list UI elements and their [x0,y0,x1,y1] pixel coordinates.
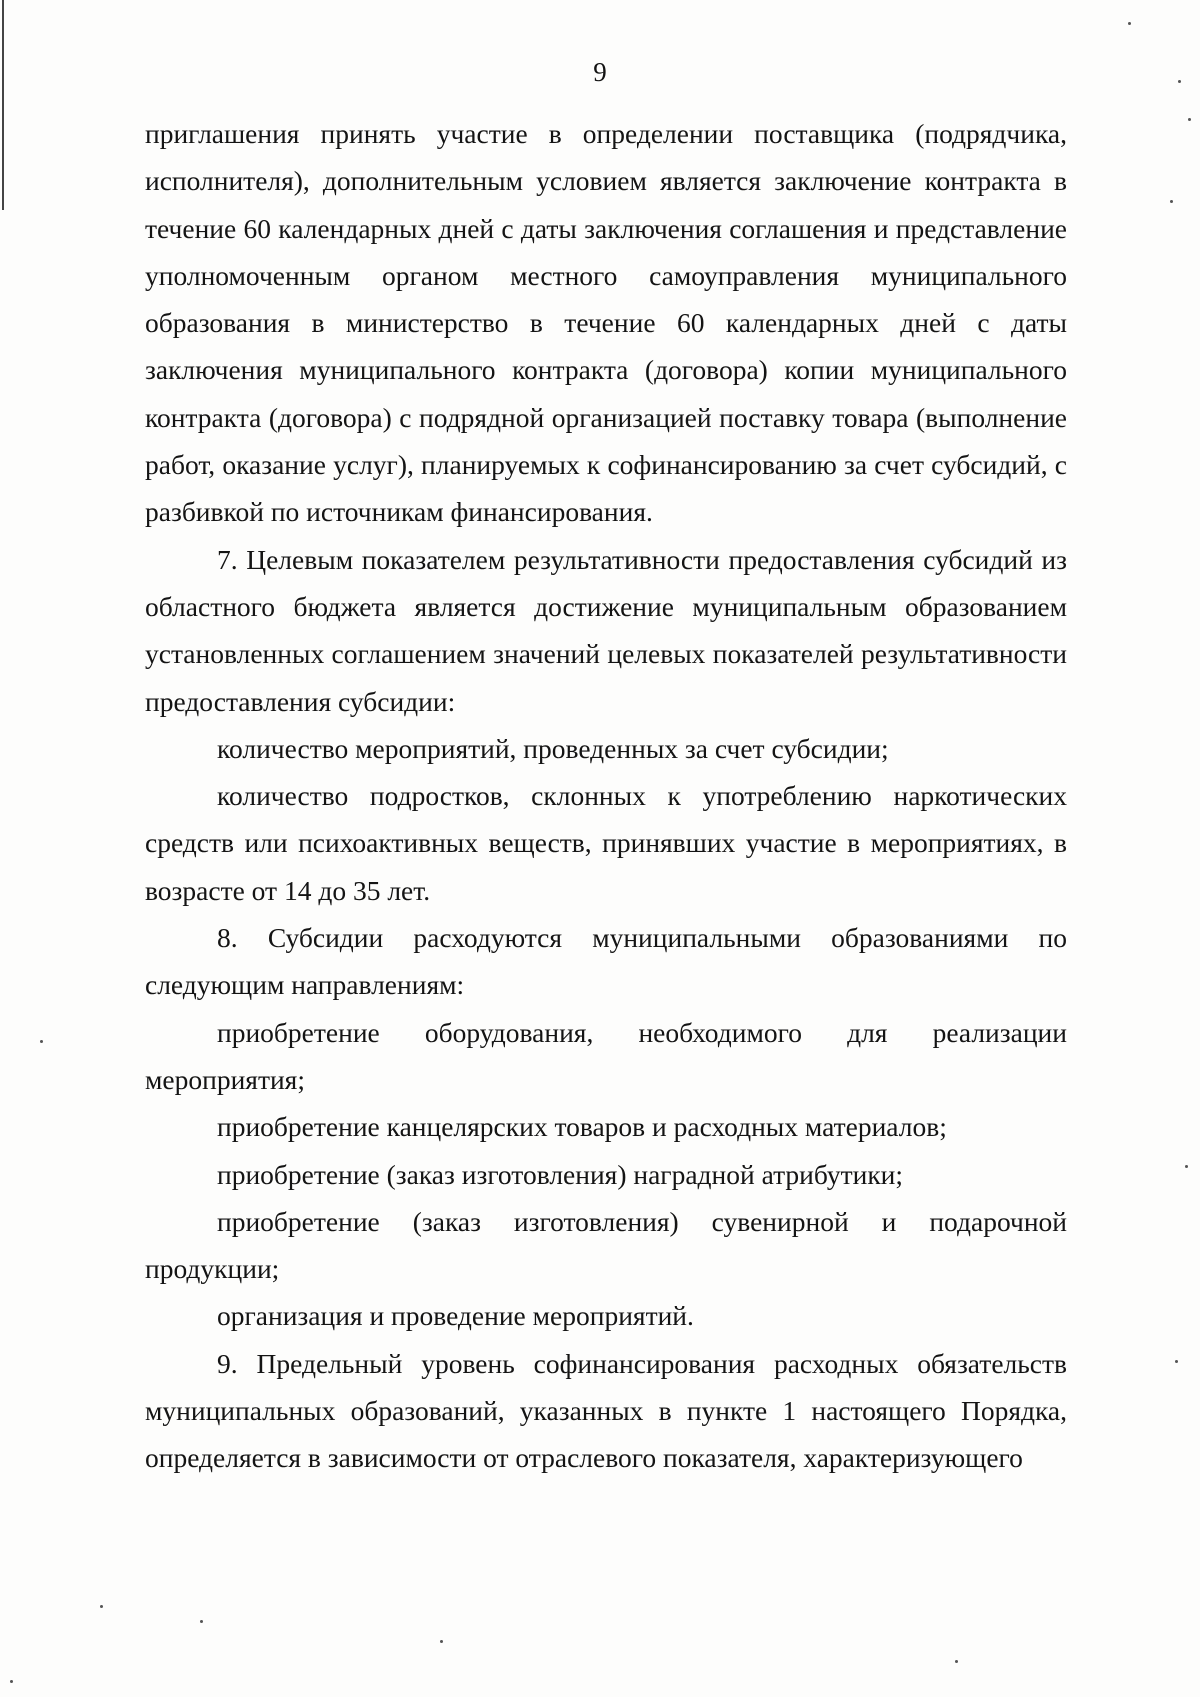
paragraph-8-item-4: приобретение (заказ изготовления) сувенирной и подарочной продукции; [145,1205,1067,1285]
document-body [145,110,1067,1482]
scan-speck [1170,200,1173,203]
paragraph-8-item-5: организация и проведение мероприятий. [217,1300,694,1332]
paragraph-7: 7. Целевым показателем результативности предоставления субсидий из областного бюджета является достижение муниципальным образованием установленных соглашением значений целевых показателей результативности предоставления субсидии: [145,543,1067,717]
scan-speck [200,1620,203,1623]
scan-speck [440,1640,443,1643]
paragraph-continuation: приглашения принять участие в определении поставщика (подрядчика, исполнителя), дополнительным условием является заключение контракта в течение 60 календарных дней с даты заключения соглашения и представление уполномоченным органом местного самоуправления муниципального образования в министерство в течение 60 календарных дней с даты заключения муниципального контракта (договора) копии муниципального контракта (договора) с подрядной организацией поставку товара (выполнение работ, оказание услуг), планируемых к софинансированию за счет субсидий, с разбивкой по источникам финансирования. [145,118,1067,528]
scan-speck [100,1605,103,1608]
scan-speck [1128,22,1131,25]
scan-speck [40,1040,43,1043]
paragraph-9: 9. Предельный уровень софинансирования расходных обязательств муниципальных образований, указанных в пункте 1 настоящего Порядка, определяется в зависимости от отраслевого показателя, характеризующего [145,1347,1067,1474]
scan-speck [1178,80,1181,83]
paragraph-7-item-1: количество мероприятий, проведенных за счет субсидии; [217,732,889,764]
paragraph-8-item-2: приобретение канцелярских товаров и расходных материалов; [217,1111,947,1143]
scan-speck [1175,1360,1178,1363]
page-number: 9 [593,57,607,87]
scan-speck [10,1680,13,1683]
scan-speck [1185,1165,1188,1168]
scan-speck [955,1660,958,1663]
scan-speck [1188,118,1191,121]
paragraph-8: 8. Субсидии расходуются муниципальными образованиями по следующим направлениям: [145,922,1067,1001]
paragraph-8-item-1: приобретение оборудования, необходимого для реализации мероприятия; [145,1016,1067,1095]
paragraph-8-item-3: приобретение (заказ изготовления) наградной атрибутики; [217,1158,904,1190]
paragraph-7-item-2: количество подростков, склонных к употреблению наркотических средств или психоактивных веществ, принявших участие в мероприятиях, в возрасте от 14 до 35 лет. [145,780,1067,906]
scan-edge-line [2,0,4,210]
